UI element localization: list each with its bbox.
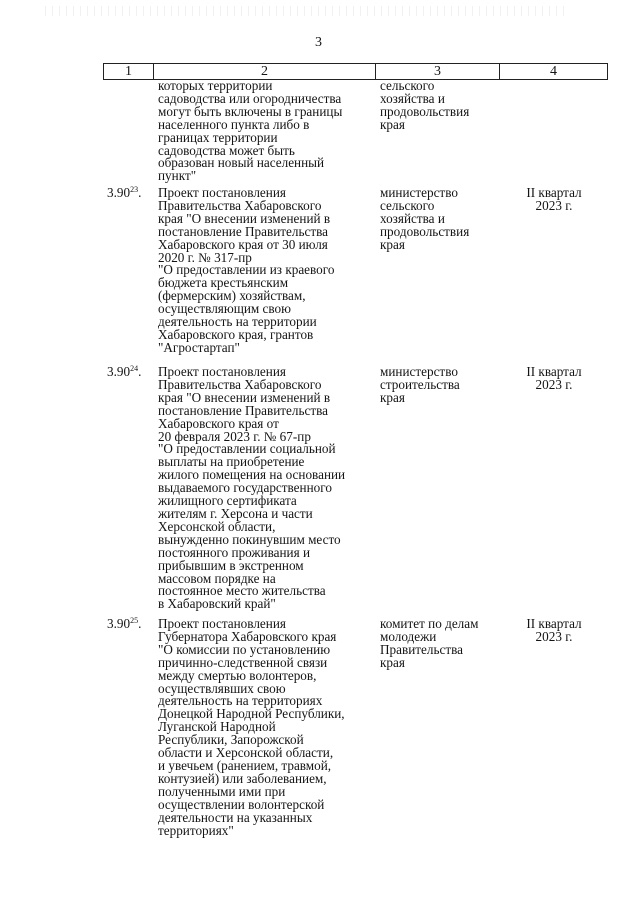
column-header-2: 2 [154, 64, 376, 80]
continuation-row [0, 80, 637, 187]
plan-rows [0, 80, 637, 848]
item-title: Проект постановления Губернатора Хабаровского края "О комиссии по установлению причинно-следственной связи между смертью волонтеров, осуществлявших свою деятельность на территориях Донецкой Народной Республики, Луганской Народной Республики, Запорожской области и Херсонской области, и увечьем (ранением, травмой, контузией) или заболеванием, полученными ими при осуществлении волонтерской деятельности на указанных территориях" [158, 616, 345, 838]
column-header-4: 4 [500, 64, 608, 80]
item-deadline: II квартал 2023 г. [526, 185, 582, 213]
scan-noise [45, 6, 565, 16]
item-number: 3.90$^{24}$. [107, 364, 142, 379]
item-number: 3.90$^{25}$. [107, 616, 142, 631]
item-executor: министерство сельского хозяйства и продовольствия края [380, 185, 470, 252]
item-title: Проект постановления Правительства Хабаровского края "О внесении изменений в постановление Правительства Хабаровского края от 20 февраля 2023 г. № 67-пр "О предоставлении социальной выплаты на приобретение жилого помещения на основании выдаваемого государственного жилищного сертификата жителям г. Херсона и части Херсонской области, вынужденно покинувшим место постоянного проживания и прибывшим в экстренном массовом порядке на постоянное место жительства в Хабаровский край" [158, 364, 346, 612]
column-header-1: 1 [104, 64, 154, 80]
item-title: Проект постановления Правительства Хабаровского края "О внесении изменений в постановление Правительства Хабаровского края от 30 июля 2020 г. № 317-пр "О предоставлении из краевого бюджета крестьянским (фермерским) хозяйствам, осуществляющим свою деятельность на территории Хабаровского края, грантов "Агростартап" [158, 185, 335, 355]
item-deadline: II квартал 2023 г. [526, 364, 582, 392]
item-executor: министерство строительства края [380, 364, 460, 405]
item-number: 3.90$^{23}$. [107, 185, 142, 200]
item-executor: комитет по делам молодежи Правительства края [380, 616, 479, 670]
table-row [0, 187, 637, 366]
item-deadline: II квартал 2023 г. [526, 616, 582, 644]
table-row [0, 366, 637, 618]
table-row [0, 618, 637, 848]
page-number: 3 [315, 35, 322, 50]
continuation-title: которых территории садоводства или огородничества могут быть включены в границы населенного пункта либо в границах территории садоводства может быть образован новый населенный пункт" [158, 78, 343, 184]
column-header-3: 3 [376, 64, 500, 80]
continuation-executor: сельского хозяйства и продовольствия края [380, 78, 470, 132]
